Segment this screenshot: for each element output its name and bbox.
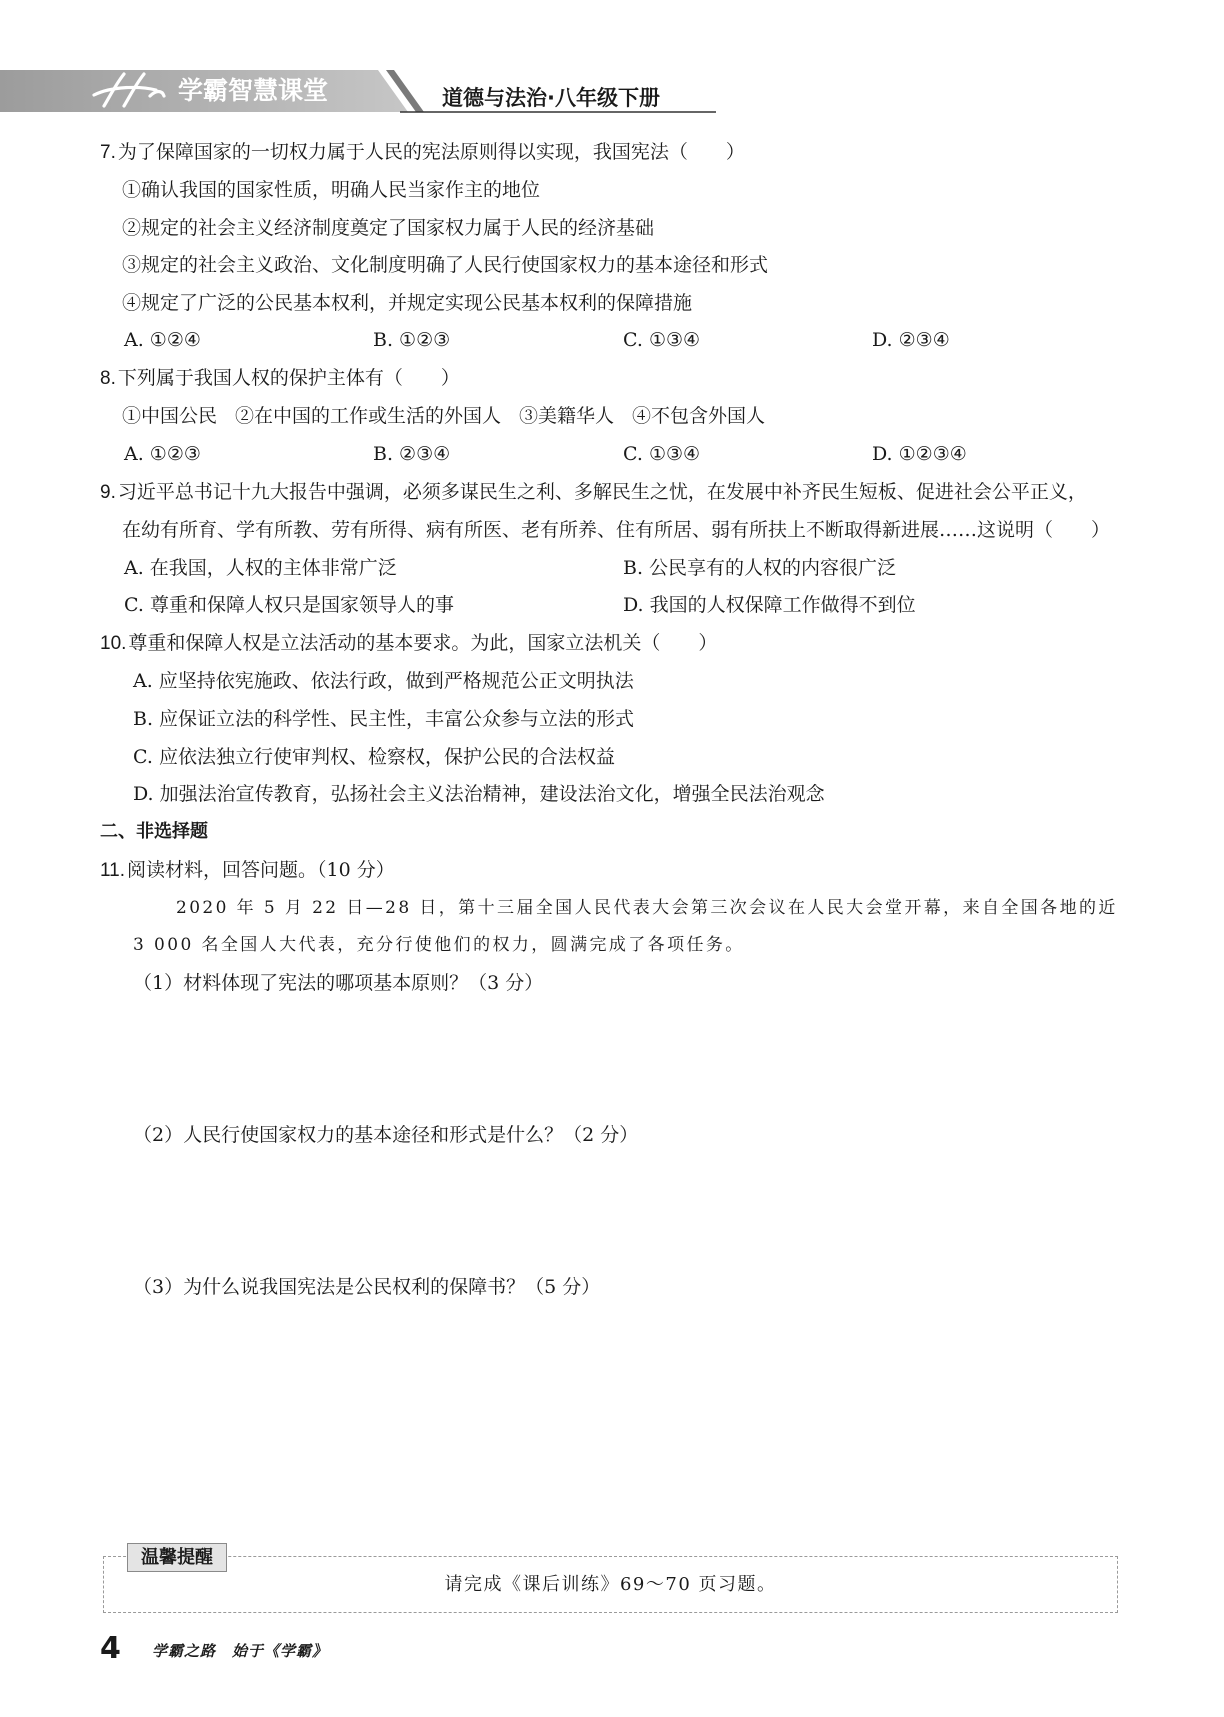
tip-label: 温馨提醒 [127,1543,227,1572]
material-text: 3 000 名全国人大代表，充分行使他们的权力，圆满完成了各项任务。 [133,935,745,955]
logo-text: 学霸智慧课堂 [178,76,329,105]
sub-question-1: （1）材料体现了宪法的哪项基本原则？（3 分） [133,972,544,994]
option-b: B. 公民享有的人权的内容很广泛 [623,557,897,579]
subject-title: 道德与法治·八年级下册 [442,86,660,110]
question-text: 阅读材料，回答问题。（10 分） [127,859,395,881]
statement-item: ①确认我国的国家性质，明确人民当家作主的地位 [122,179,541,201]
option-b: B. ②③④ [373,443,451,465]
question-7-stem [100,140,745,165]
statement-item: ①中国公民 [122,405,218,427]
question-11-stem [100,858,395,883]
statement-item: ②在中国的工作或生活的外国人 [235,405,502,427]
question-number: 8. [100,368,116,389]
question-8-items [122,404,783,428]
section-heading: 二、非选择题 [100,821,208,842]
question-text: 习近平总书记十九大报告中强调，必须多谋民生之利、多解民生之忧，在发展中补齐民生短板、促进社会公平正义， [117,481,1087,503]
option-d: D. ①②③④ [872,443,967,465]
option-d: D. 我国的人权保障工作做得不到位 [623,594,916,616]
option-d: D. ②③④ [872,329,950,351]
question-text: 为了保障国家的一切权力属于人民的宪法原则得以实现，我国宪法（ ） [117,141,745,163]
question-10-stem [100,631,717,656]
statement-item: ④不包含外国人 [632,405,766,427]
option-d: D. 加强法治宣传教育，弘扬社会主义法治精神，建设法治文化，增强全民法治观念 [133,783,825,805]
footer-slogan: 学霸之路 始于《学霸》 [152,1642,329,1660]
sub-question-2: （2）人民行使国家权力的基本途径和形式是什么？（2 分） [133,1124,639,1146]
tip-text: 请完成《课后训练》69～70 页习题。 [444,1574,777,1595]
question-number: 9. [100,482,116,503]
question-number: 11. [100,860,126,881]
question-9-stem-continued: 在幼有所育、学有所教、劳有所得、病有所医、老有所养、住有所居、弱有所扶上不断取得新进展……这说明（ ） [122,519,1111,541]
option-a: A. ①②④ [124,329,201,351]
option-c: C. 尊重和保障人权只是国家领导人的事 [124,594,454,616]
option-c: C. 应依法独立行使审判权、检察权，保护公民的合法权益 [133,746,615,768]
sub-question-3: （3）为什么说我国宪法是公民权利的保障书？（5 分） [133,1276,601,1298]
option-b: B. 应保证立法的科学性、民主性，丰富公众参与立法的形式 [133,708,635,730]
option-a: A. ①②③ [124,443,201,465]
statement-item: ②规定的社会主义经济制度奠定了国家权力属于人民的经济基础 [122,217,655,239]
question-number: 7. [100,142,116,163]
option-a: A. 在我国，人权的主体非常广泛 [124,557,397,579]
statement-item: ③规定的社会主义政治、文化制度明确了人民行使国家权力的基本途径和形式 [122,254,769,276]
statement-item: ③美籍华人 [519,405,615,427]
question-number: 10. [100,633,127,654]
page-header [0,0,1224,120]
option-b: B. ①②③ [373,329,451,351]
option-a: A. 应坚持依宪施政、依法行政，做到严格规范公正文明执法 [133,670,634,692]
question-text: 尊重和保障人权是立法活动的基本要求。为此，国家立法机关（ ） [128,632,718,654]
question-text: 下列属于我国人权的保护主体有（ ） [117,367,460,389]
question-9-stem [100,480,1087,505]
option-c: C. ①③④ [623,443,701,465]
page-number: 4 [100,1631,121,1666]
material-text: 2020 年 5 月 22 日—28 日，第十三届全国人民代表大会第三次会议在人民大会堂开幕，来自全国各地的近 [176,898,1118,918]
question-8-stem [100,366,460,391]
statement-item: ④规定了广泛的公民基本权利，并规定实现公民基本权利的保障措施 [122,292,693,314]
option-c: C. ①③④ [623,329,701,351]
